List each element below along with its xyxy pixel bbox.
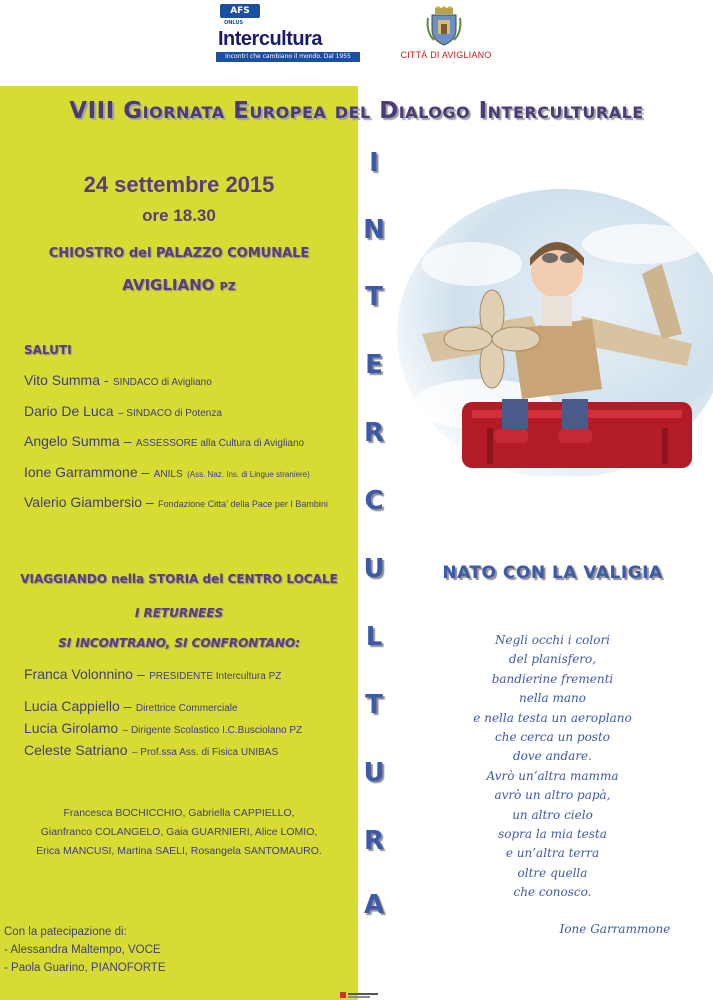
speaker-item [24, 464, 310, 482]
section-subheading: I RETURNEES [134, 606, 224, 620]
returnee-item [24, 720, 302, 738]
event-time: ore 18.30 [142, 206, 216, 225]
poem-line: oltre quella [517, 865, 588, 880]
saluti-heading: SALUTI [24, 343, 72, 357]
participation-item: - Paola Guarino, PIANOFORTE [4, 962, 166, 974]
speaker-role: Fondazione Citta’ della Pace per I Bambini [158, 499, 328, 509]
city-crest-icon [426, 6, 462, 46]
speaker-name: Dario De Luca [24, 403, 114, 419]
vertical-letter: N [363, 215, 385, 245]
vertical-letter: R [363, 418, 385, 448]
photographer-logo-icon [340, 991, 380, 999]
returnee-role: PRESIDENTE Intercultura PZ [149, 671, 282, 682]
poem-line: e nella testa un aeroplano [473, 710, 632, 725]
city-label: CITTÀ DI AVIGLIANO [400, 50, 492, 60]
speaker-name: Angelo Summa – [24, 433, 132, 449]
speaker-item [24, 433, 304, 451]
poem-line: del planisfero, [508, 652, 597, 667]
poem-line: che conosco. [513, 885, 592, 900]
vertical-letter: U [363, 554, 385, 584]
vertical-letter: A [363, 890, 385, 920]
poem-text [392, 631, 713, 903]
returnee-role: – Dirigente Scolastico I.C.Busciolano PZ [122, 725, 303, 736]
vertical-letter: E [365, 350, 383, 380]
speaker-role: – SINDACO di Potenza [117, 408, 222, 419]
poem-author: Ione Garrammone [559, 922, 671, 936]
speaker-item [24, 403, 222, 421]
vertical-letter: L [365, 622, 383, 652]
poem-line: un altro cielo [512, 807, 593, 822]
vertical-letter: T [365, 690, 383, 720]
returnee-role: – Prof.ssa Ass. di Fisica UNIBAS [131, 747, 279, 758]
speaker-name: Valerio Giambersio – [24, 494, 154, 510]
province: PZ [219, 280, 236, 293]
participation-heading: Con la patecipazione di: [4, 926, 127, 938]
event-venue: CHIOSTRO del PALAZZO COMUNALE [48, 246, 310, 261]
event-date: 24 settembre 2015 [83, 172, 275, 197]
vertical-letter: T [365, 282, 383, 312]
child-airplane-photo [392, 184, 713, 490]
returnee-name: Franca Volonnino – [24, 666, 145, 682]
speaker-role: ASSESSORE alla Cultura di Avigliano [135, 438, 305, 449]
afs-name: Intercultura [218, 28, 323, 50]
vertical-letter: R [363, 826, 385, 856]
students-list [0, 804, 358, 861]
event-town [0, 276, 358, 294]
town-name: AVIGLIANO [122, 276, 215, 294]
poem-line: dove andare. [513, 749, 592, 764]
speaker-item [24, 494, 328, 512]
participation-item: - Alessandra Maltempo, VOCE [4, 944, 161, 956]
returnee-item [24, 666, 281, 684]
vertical-letter: I [369, 148, 379, 178]
returnee-name: Lucia Cappiello – [24, 698, 132, 714]
speaker-name: Vito Summa - [24, 372, 109, 388]
poem-title: NATO CON LA VALIGIA [442, 563, 663, 583]
page-title: VIII Giornata Europea del Dialogo Interculturale [69, 98, 644, 124]
speaker-role: SINDACO di Avigliano [113, 377, 212, 388]
afs-badge: AFS [220, 4, 260, 18]
poem-line: che cerca un posto [495, 730, 610, 745]
poem-line: nella mano [519, 691, 586, 706]
vertical-letter: C [364, 486, 384, 516]
students-line: Erica MANCUSI, Martina SAELI, Rosangela SANTOMAURO. [36, 845, 322, 857]
students-line: Francesca BOCHICCHIO, Gabriella CAPPIELLO, [63, 807, 295, 819]
speaker-role: ANILS [153, 469, 183, 480]
returnee-item [24, 742, 278, 760]
vertical-letter: U [363, 758, 385, 788]
afs-onlus-label: ONLUS [224, 20, 244, 26]
afs-intercultura-logo [214, 0, 362, 64]
section-heading: VIAGGIANDO nella STORIA del CENTRO LOCALE [20, 572, 338, 586]
speaker-note: (Ass. Naz. Ins. di Lingue straniere) [187, 470, 310, 479]
poem-line: e un’altra terra [505, 846, 600, 861]
students-line: Gianfranco COLANGELO, Gaia GUARNIERI, Alice LOMIO, [40, 826, 318, 838]
returnee-item [24, 698, 238, 716]
returnee-role: Direttrice Commerciale [135, 703, 238, 714]
speaker-name: Ione Garrammone – [24, 464, 150, 480]
poem-line: avrò un altro papà, [494, 788, 611, 803]
poem-line: sopra la mia testa [498, 827, 607, 842]
poem-line: Avrò un’altra mamma [486, 768, 619, 783]
returnee-name: Lucia Girolamo [24, 720, 119, 736]
poem-line: Negli occhi i colori [494, 633, 611, 647]
speaker-item [24, 372, 212, 390]
section-subheading-2: SI INCONTRANO, SI CONFRONTANO: [58, 636, 300, 650]
returnee-name: Celeste Satriano [24, 742, 128, 758]
poem-line: bandierine frementi [491, 671, 614, 686]
afs-tagline: Incontri che cambiano il mondo. Dal 1955 [216, 52, 360, 62]
